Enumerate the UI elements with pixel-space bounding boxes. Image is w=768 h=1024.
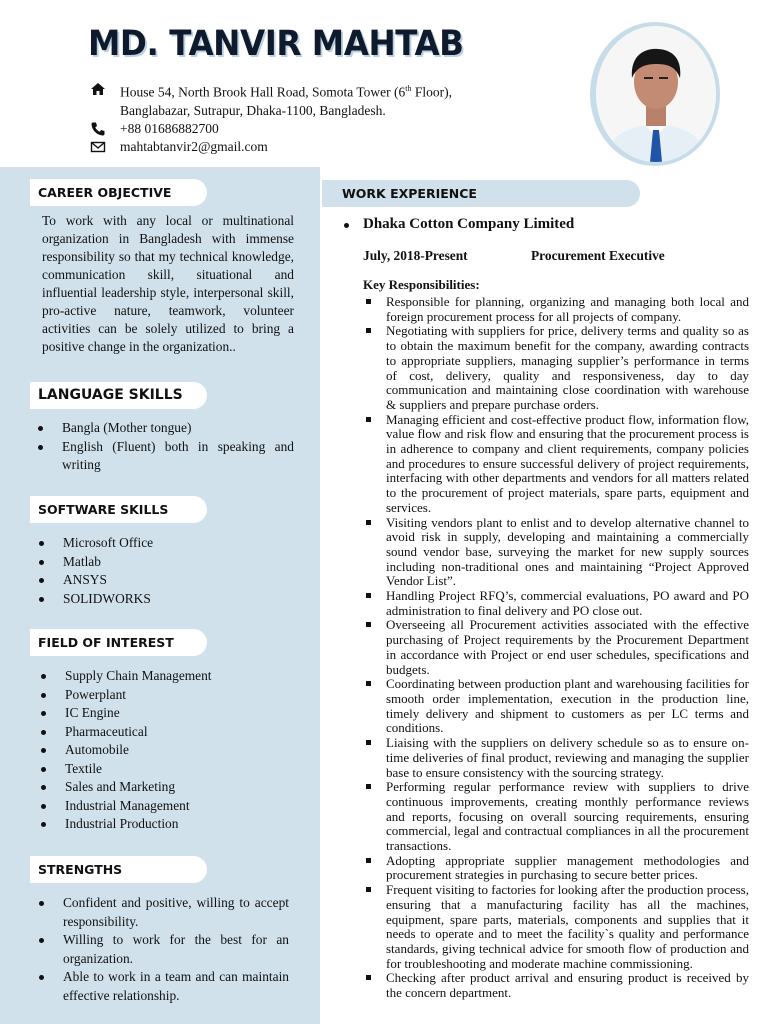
- language-skills-heading: LANGUAGE SKILLS: [30, 382, 207, 409]
- list-item: Sales and Marketing: [39, 778, 297, 797]
- list-item: Confident and positive, willing to accept responsibility.: [37, 894, 289, 931]
- phone: [90, 120, 452, 138]
- career-objective-text: To work with any local or multinational organization in Bangladesh with immense responsibility so that my technical knowledge, communication skill, situational and influential leadership style, interpersonal skill, pro-active nature, teamwork, volunteer activities can be solely utilized to bring a positive change in the organization..: [42, 213, 294, 354]
- list-item: Liaising with the suppliers on delivery schedule so as to ensure on-time deliveries of final product, reviewing and managing the supplier base to ensure consistency with the sourcing strategy.: [363, 736, 749, 780]
- candidate-name: MD. TANVIR MAHTAB: [88, 24, 464, 64]
- address-line-1: House 54, North Brook Hall Road, Somota Tower (6th Floor),: [120, 84, 453, 100]
- list-item: IC Engine: [39, 704, 297, 723]
- phone-icon: [90, 121, 106, 137]
- list-item: Checking after product arrival and ensuring product is received by the concern department.: [363, 971, 749, 1000]
- list-item: Industrial Management: [39, 797, 297, 816]
- list-item: Bangla (Mother tongue): [36, 419, 294, 438]
- strengths-list: [37, 894, 289, 1005]
- address: [90, 80, 452, 120]
- list-item: Able to work in a team and can maintain effective relationship.: [37, 968, 289, 1005]
- list-item: Automobile: [39, 741, 297, 760]
- list-item: Overseeing all Procurement activities associated with the effective purchasing of Project requirements by the Procurement Department in accordance with Project or end user schedules, specifications and budgets.: [363, 618, 749, 677]
- list-item: Pharmaceutical: [39, 723, 297, 742]
- phone-number: +88 01686882700: [120, 120, 219, 136]
- company-name: Dhaka Cotton Company Limited: [346, 216, 574, 233]
- list-item: Managing efficient and cost-effective product flow, information flow, value flow and risk flow and ensuring that the procurement process is in adherence to company and client requirements, company policies and procedures to ensure successful delivery of project requirements, interfacing with other departments and vendors for all matters related to the procurement of project materials, spare parts, equipment and services.: [363, 413, 749, 516]
- list-item: Responsible for planning, organizing and managing both local and foreign procurement process for all projects of company.: [363, 295, 749, 324]
- list-item: Coordinating between production plant and warehousing facilities for smooth order implementation, execution in the production line, timely delivery and shipment to customers as per LC terms and conditions.: [363, 677, 749, 736]
- work-experience-heading: WORK EXPERIENCE: [322, 180, 640, 207]
- job-position: Procurement Executive: [531, 248, 665, 263]
- list-item: Visiting vendors plant to enlist and to develop alternative channel to avoid risk in supply, developing and maintaining a commercially sound vendor base, surveying the market for new supply sources including non-traditional ones and maintaining “Project Approved Vendor List”.: [363, 516, 749, 590]
- list-item: Performing regular performance review with suppliers to drive continuous improvements, creating monthly performance reviews and reports, focusing on overall sourcing requirements, ensuring commercial, legal and contractual compliances in all the procurement transactions.: [363, 780, 749, 854]
- list-item: Powerplant: [39, 686, 297, 705]
- email: [90, 138, 452, 156]
- home-icon: [90, 81, 106, 97]
- list-item: Frequent visiting to factories for looking after the production process, ensuring that a manufacturing facility has all the machines, equipment, spare parts, materials, components and supplies that it needs to operate and to meet the facility`s quality and performance standards, giving technical advice for smooth flow of production and for troubleshooting and moderate machine commissioning.: [363, 883, 749, 971]
- avatar: [596, 26, 716, 162]
- address-line-2: Banglabazar, Sutrapur, Dhaka-1100, Bangladesh.: [120, 102, 386, 118]
- responsibilities-list: [363, 295, 749, 1001]
- envelope-icon: [90, 139, 106, 155]
- list-item: English (Fluent) both in speaking and writing: [36, 438, 294, 475]
- responsibilities-heading: Key Responsibilities:: [363, 277, 480, 292]
- field-of-interest-heading: FIELD OF INTEREST: [30, 629, 207, 656]
- list-item: Willing to work for the best for an organization.: [37, 931, 289, 968]
- list-item: SOLIDWORKS: [37, 590, 295, 609]
- list-item: Microsoft Office: [37, 534, 295, 553]
- list-item: Industrial Production: [39, 815, 297, 834]
- software-skills-heading: SOFTWARE SKILLS: [30, 496, 207, 523]
- job-period: July, 2018-Present: [363, 248, 468, 263]
- email-address: mahtabtanvir2@gmail.com: [120, 138, 268, 154]
- career-objective-heading: CAREER OBJECTIVE: [30, 179, 207, 206]
- list-item: Textile: [39, 760, 297, 779]
- list-item: Adopting appropriate supplier management methodologies and procurement strategies in purchasing to secure better prices.: [363, 854, 749, 883]
- software-skills-list: [37, 534, 295, 608]
- list-item: Handling Project RFQ’s, commercial evaluations, PO award and PO administration to final delivery and PO close out.: [363, 589, 749, 618]
- field-of-interest-list: [39, 667, 297, 834]
- profile-photo: [590, 22, 722, 168]
- language-skills-list: [36, 419, 294, 475]
- list-item: Negotiating with suppliers for price, delivery terms and quality so as to obtain the maximum benefit for the company, awarding contracts to appropriate suppliers, managing supplier’s performance in terms of cost, delivery, quality and responsiveness, day to day communication and maintaining close coordination with warehouse & suppliers and prepare purchase orders.: [363, 324, 749, 412]
- list-item: Matlab: [37, 553, 295, 572]
- strengths-heading: STRENGTHS: [30, 856, 207, 883]
- list-item: ANSYS: [37, 571, 295, 590]
- contact-block: [90, 80, 452, 156]
- list-item: Supply Chain Management: [39, 667, 297, 686]
